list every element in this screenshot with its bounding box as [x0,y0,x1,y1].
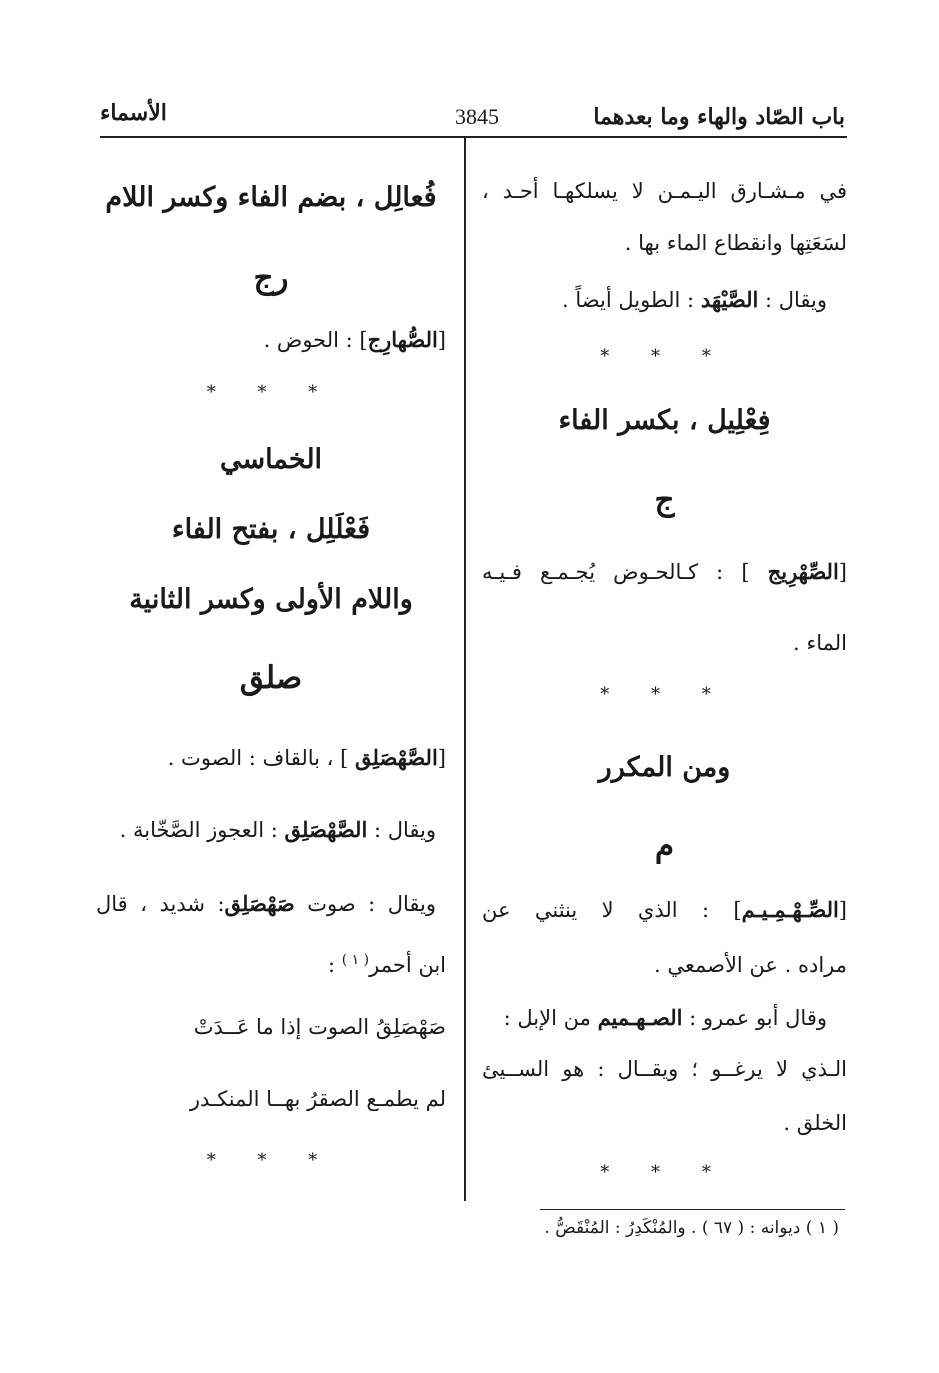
pattern-heading: فُعالِل ، بضم الفاء وكسر اللام [105,182,437,213]
text-line: ويقال : صوت صَهْصَلِق: شديد ، قال [96,891,436,916]
verse-hemistich: لم يطمـع الصقرُ بهــا المنكـدر [189,1087,446,1111]
headword: الصَّيْهَد [700,287,759,312]
text-line: [الصُّهارِج] : الحوض . [263,327,446,352]
section-stars: * * * [600,346,729,367]
text-line: وقال أبو عمرو : الصـهـميم من الإبل : [503,1005,827,1030]
verse-hemistich: صَهْصَلِقُ الصوت إذا ما عَــدَتْ [193,1015,446,1039]
root-heading: رج [253,260,289,296]
root-heading: صلق [239,660,303,696]
section-stars: * * * [600,1162,729,1183]
text-line: مراده . عن الأصمعي . [653,953,847,977]
footnote: ( ١ ) ديوانه : ( ٦٧ ) . والمُنْكَدِرُ : المُنْقَضُّ . [544,1218,839,1238]
root-heading: ج [654,482,675,518]
page-number: 3845 [455,104,499,129]
text-line: لسَعَتِها وانقطاع الماء بها . [624,231,847,255]
text-line: الخلق . [783,1111,847,1135]
header-rule [100,136,847,138]
text-line: [الصِّـهْـمِـيـم] : الذي لا ينثني عن [482,897,847,922]
headword: الصَّهْصَلِق [354,745,438,770]
text-line: ابن أحمر$^{( ١ )}$ : [327,952,446,977]
pattern-heading: فَعْلَلِل ، بفتح الفاء [171,514,371,545]
headword: صَهْصَلِق [224,891,295,916]
text-line: [الصَّهْصَلِق ] ، بالقاف : الصوت . [167,745,446,770]
pattern-heading: واللام الأولى وكسر الثانية [129,584,413,615]
section-stars: * * * [600,684,729,705]
headword: الصِّهْرِيج [767,559,839,584]
text-line: في مـشـارق اليـمـن لا يسلكهـا أحـد ، [482,179,847,203]
text-line: ويقال : الصَّيْهَد : الطويل أيضاً . [562,287,827,312]
column-divider [464,137,466,1201]
running-header [100,100,845,136]
headword: الصـهـميم [597,1005,683,1030]
section-stars: * * * [206,1150,336,1171]
chapter-title: باب الصّاد والهاء وما بعدهما [593,104,845,130]
text-line: الـذي لا يرغــو ؛ ويقــال : هو الســيئ [482,1057,847,1081]
headword: الصَّهْصَلِق [284,817,368,842]
section-heading: الخماسي [219,444,323,475]
text-line: ويقال : الصَّهْصَلِق : العجوز الصَّخّابة . [119,817,436,842]
headword: الصِّـهْـمِـيـم [741,897,839,922]
footnote-ref[interactable]: ( ١ ) [341,952,370,968]
text-line: [الصِّهْرِيج ] : كـالحـوض يُجـمـع فـيـه [482,559,847,584]
section-heading: ومن المكرر [598,752,731,783]
pattern-heading: فِعْلِيل ، بكسر الفاء [558,405,771,436]
section-stars: * * * [206,382,336,403]
text-line: الماء . [793,631,847,655]
section-title: الأسماء [100,100,167,126]
headword: الصُّهارِج [367,327,438,352]
footnote-rule [540,1209,845,1210]
root-heading: م [654,828,675,864]
